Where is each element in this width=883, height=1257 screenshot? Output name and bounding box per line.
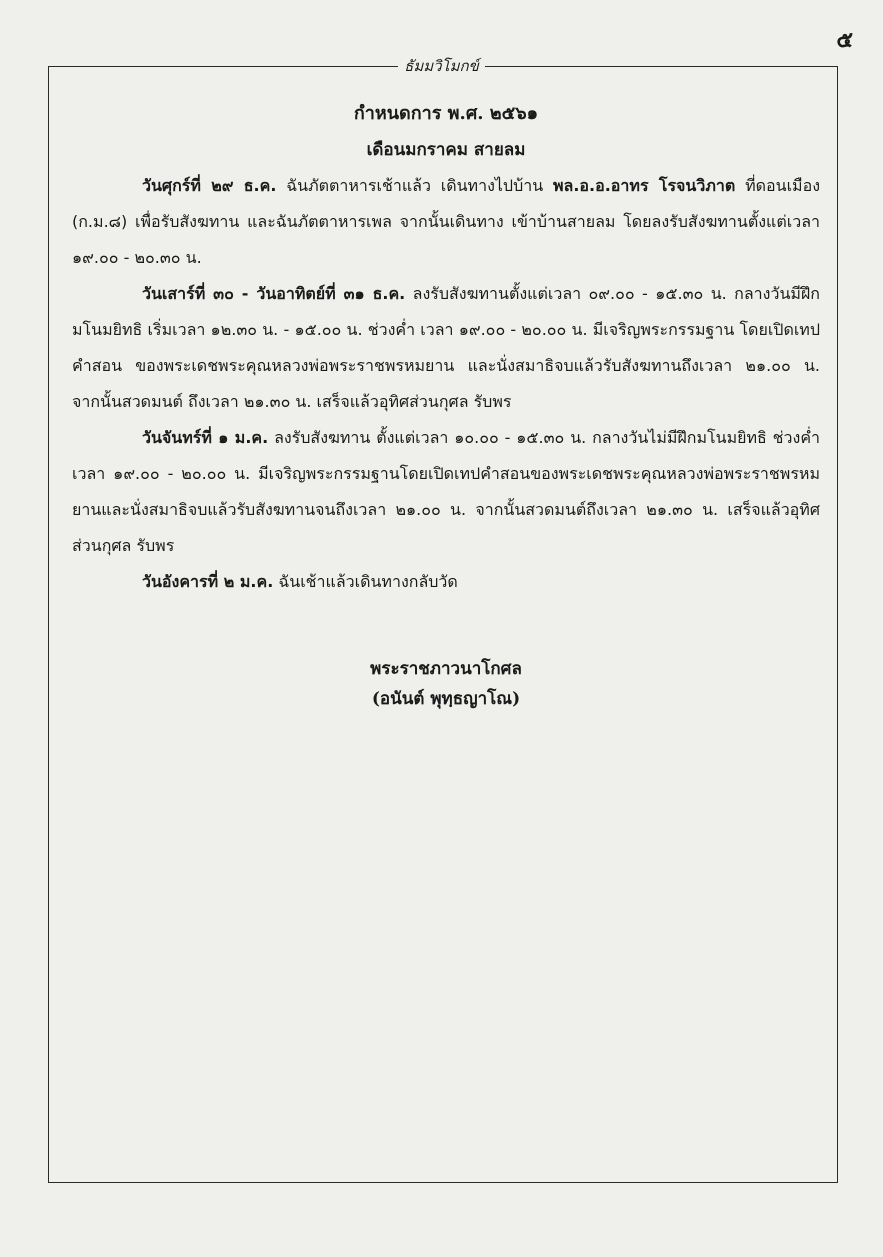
entry-text: ฉันภัตตาหารเช้าแล้ว เดินทางไปบ้าน xyxy=(286,176,544,195)
signature-name: พระราชภาวนาโกศล xyxy=(370,659,522,679)
signature-alias: (อนันต์ พุทฺธญาโณ) xyxy=(371,689,521,709)
entry-text: ลงรับสังฆทานตั้งแต่เวลา ๐๙.๐๐ - ๑๕.๓๐ น. กลางวันมีฝึกมโนมยิทธิ เริ่มเวลา ๑๒.๓๐ น. - ๑๕.๐๐ น. ช่วงค่ำ เวลา ๑๙.๐๐ - ๒๐.๐๐ น. มีเจริญพระกรรมฐาน โดยเปิดเทปคำสอน ของพระเดชพระคุณหลวงพ่อพระราชพรหมยาน และนั่งสมาธิจบแล้วรับสังฆทานถึงเวลา ๒๑.๐๐ น. จากนั้นสวดมนต์ ถึงเวลา ๒๑.๓๐ น. เสร็จแล้วอุทิศส่วนกุศล รับพร xyxy=(72,284,820,411)
schedule-entry xyxy=(72,168,820,276)
entry-text: ลงรับสังฆทาน ตั้งแต่เวลา ๑๐.๐๐ - ๑๕.๓๐ น. กลางวันไม่มีฝึกมโนมยิทธิ ช่วงค่ำเวลา ๑๙.๐๐ - ๒๐.๐๐ น. มีเจริญพระกรรมฐานโดยเปิดเทปคำสอนของพระเดชพระคุณหลวงพ่อพระราชพรหมยานและนั่งสมาธิจบแล้วรับสังฆทานจนถึงเวลา ๒๑.๐๐ น. จากนั้นสวดมนต์ถึงเวลา ๒๑.๓๐ น. เสร็จแล้วอุทิศส่วนกุศล รับพร xyxy=(72,428,821,555)
entry-date: วันศุกร์ที่ ๒๙ ธ.ค. xyxy=(142,176,277,195)
schedule-entry xyxy=(72,276,820,420)
schedule-content xyxy=(72,96,820,714)
header-title: ธัมมวิโมกข์ xyxy=(0,54,883,78)
schedule-subtitle: เดือนมกราคม สายลม xyxy=(366,140,526,160)
entry-date: วันจันทร์ที่ ๑ ม.ค. xyxy=(142,428,269,447)
schedule-entry xyxy=(72,420,820,564)
schedule-title: กำหนดการ พ.ศ. ๒๕๖๑ xyxy=(353,103,539,124)
entry-text: ที่ดอนเมือง (ก.ม.๘) เพื่อรับสังฆทาน และฉันภัตตาหารเพล จากนั้นเดินทาง เข้าบ้านสายลม โดยลงรับสังฆทานตั้งแต่เวลา ๑๙.๐๐ - ๒๐.๓๐ น. xyxy=(72,176,820,267)
entry-text: ฉันเช้าแล้วเดินทางกลับวัด xyxy=(278,572,458,591)
entry-date: วันอังคารที่ ๒ ม.ค. xyxy=(142,572,274,591)
schedule-entry xyxy=(72,564,820,600)
signature-block xyxy=(72,654,820,714)
entry-person: พล.อ.อ.อาทร โรจนวิภาต xyxy=(553,176,736,195)
page-number: ๕ xyxy=(836,28,853,53)
entry-date: วันเสาร์ที่ ๓๐ - วันอาทิตย์ที่ ๓๑ ธ.ค. xyxy=(142,284,406,303)
